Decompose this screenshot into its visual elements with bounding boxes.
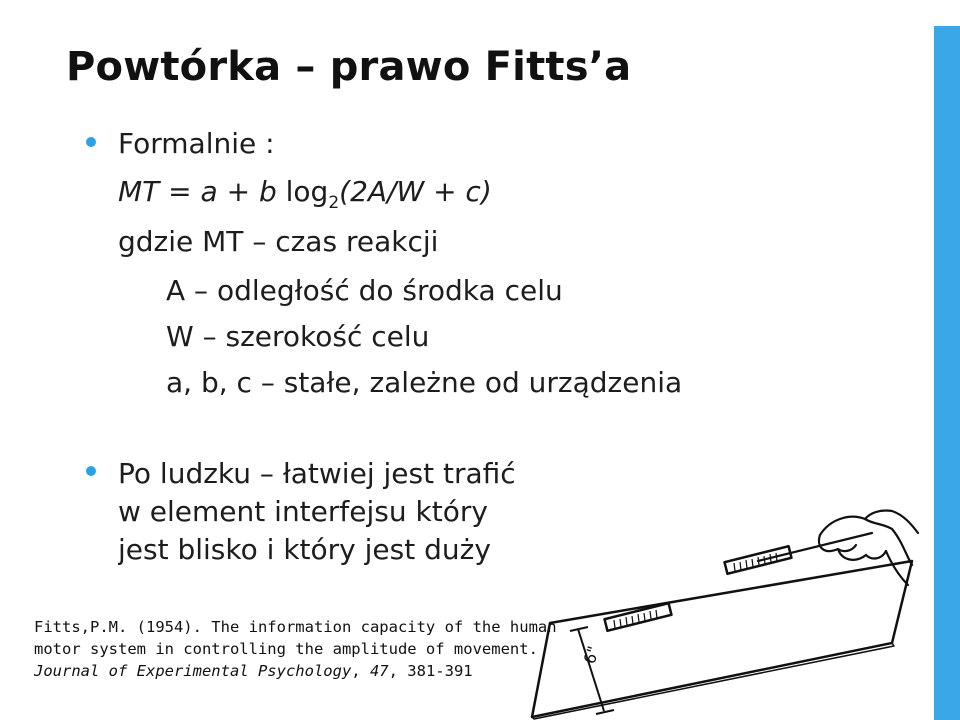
fitts-tapping-illustration xyxy=(520,505,920,720)
formal-label: Formalnie : xyxy=(118,127,275,160)
citation-line-3 xyxy=(34,660,557,682)
citation-journal: Journal of Experimental Psychology xyxy=(34,662,352,680)
formula-eq-a: = a + xyxy=(159,175,259,208)
formula-mt: MT xyxy=(118,175,160,208)
formula-argument: (2A/W + c) xyxy=(339,175,492,208)
citation-line-1: Fitts,P.M. (1954). The information capacity of the human xyxy=(34,618,557,636)
human-line-3: jest blisko i który jest duży xyxy=(118,533,491,566)
citation-volume: 47 xyxy=(369,662,389,680)
where-line: gdzie MT – czas reakcji xyxy=(118,225,439,258)
slide-title: Powtórka – prawo Fitts’a xyxy=(66,44,632,90)
def-w: W – szerokość celu xyxy=(166,320,430,353)
citation xyxy=(34,616,557,682)
human-explanation xyxy=(118,455,528,580)
bullet-dot xyxy=(86,137,96,147)
citation-separator: , xyxy=(351,662,370,680)
human-line-1: Po ludzku – łatwiej jest trafić xyxy=(118,457,516,490)
right-accent-bar xyxy=(934,26,960,720)
human-line-2: w element interfejsu który xyxy=(118,495,488,528)
citation-line-2: motor system in controlling the amplitude of movement. xyxy=(34,640,538,658)
formula-log-base: 2 xyxy=(328,193,340,213)
tapping-board xyxy=(532,561,912,717)
citation-pages: , 381-391 xyxy=(388,662,473,680)
formula xyxy=(118,175,492,213)
def-constants: a, b, c – stałe, zależne od urządzenia xyxy=(166,366,683,399)
def-a: A – odległość do środka celu xyxy=(166,274,563,307)
distance-label: 6" xyxy=(579,643,604,667)
bullet-dot xyxy=(86,466,96,476)
formula-b: b xyxy=(258,175,277,208)
formula-log: log xyxy=(276,175,329,208)
